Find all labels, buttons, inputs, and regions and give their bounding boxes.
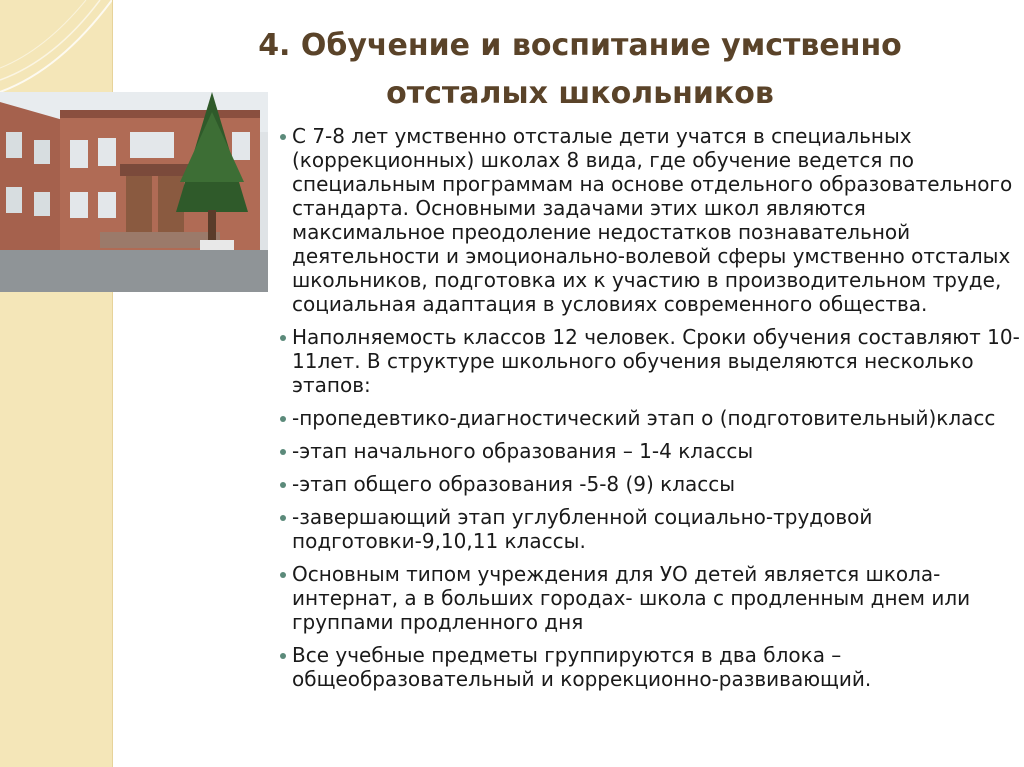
- bullet-text: -пропедевтико-диагностический этап о (подготовительный)класс: [292, 406, 996, 430]
- list-item: [280, 439, 1020, 463]
- bullet-text: -этап общего образования -5-8 (9) классы: [292, 472, 736, 496]
- bullet-list: [280, 124, 1020, 700]
- list-item: [280, 643, 1020, 691]
- bullet-dot-icon: [280, 653, 286, 659]
- list-item: [280, 505, 1020, 553]
- slide-title-line-1: 4. Обучение и воспитание умственно: [258, 28, 902, 63]
- bullet-dot-icon: [280, 134, 286, 140]
- bullet-text: Основным типом учреждения для УО детей является школа-интернат, а в больших городах- школа с продленным днем или группами продленного дня: [292, 562, 971, 634]
- bullet-dot-icon: [280, 335, 286, 341]
- bullet-text: Все учебные предметы группируются в два блока – общеобразовательный и коррекционно-развивающий.: [292, 643, 872, 691]
- list-item: [280, 325, 1020, 397]
- list-item: [280, 562, 1020, 634]
- bullet-dot-icon: [280, 449, 286, 455]
- bullet-dot-icon: [280, 515, 286, 521]
- school-building-photo: [0, 92, 268, 292]
- slide-title-line-2: отсталых школьников: [386, 76, 774, 111]
- bullet-text: С 7-8 лет умственно отсталые дети учатся в специальных (коррекционных) школах 8 вида, где обучение ведется по специальным программам на основе отдельного образовательного стандарта. Основными задачами этих школ являются максимальное преодоление недостатков познавательной деятельности и эмоционально-волевой сферы умственно отсталых школьников, подготовка их к участию в производительном труде, социальная адаптация в условиях современного общества.: [292, 124, 1013, 316]
- bullet-dot-icon: [280, 482, 286, 488]
- bullet-dot-icon: [280, 572, 286, 578]
- list-item: [280, 472, 1020, 496]
- bullet-dot-icon: [280, 416, 286, 422]
- bullet-text: -этап начального образования – 1-4 классы: [292, 439, 754, 463]
- list-item: [280, 124, 1020, 316]
- corner-ornament-icon: [0, 0, 112, 92]
- slide-title: [200, 22, 960, 118]
- list-item: [280, 406, 1020, 430]
- bullet-text: -завершающий этап углубленной социально-трудовой подготовки-9,10,11 классы.: [292, 505, 873, 553]
- bullet-text: Наполняемость классов 12 человек. Сроки обучения составляют 10-11лет. В структуре школьного обучения выделяются несколько этапов:: [292, 325, 1020, 397]
